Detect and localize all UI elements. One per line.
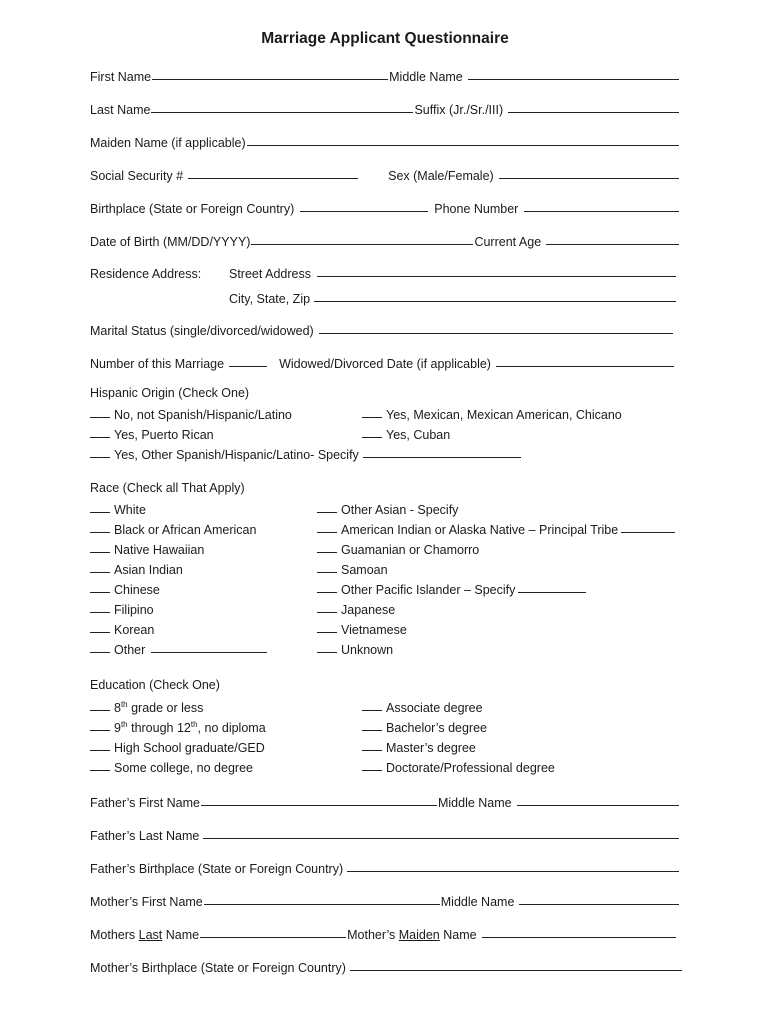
checkbox-blank[interactable] [90, 416, 110, 418]
specify-field[interactable] [363, 456, 521, 458]
checkbox-blank[interactable] [90, 571, 110, 573]
race-option[interactable]: Samoan [317, 559, 388, 577]
first-name-field[interactable] [152, 78, 388, 80]
father-name-row [90, 790, 680, 810]
city-row [229, 286, 680, 306]
street-label: Street Address [229, 267, 311, 281]
checkbox-blank[interactable] [90, 631, 110, 633]
race-option[interactable]: Guamanian or Chamorro [317, 539, 479, 557]
father-birthplace-row [90, 856, 680, 876]
sex-field[interactable] [499, 177, 679, 179]
race-option[interactable]: Korean [90, 619, 154, 637]
checkbox-blank[interactable] [90, 436, 110, 438]
race-option[interactable]: Native Hawaiian [90, 539, 204, 557]
maiden-name-label: Maiden Name (if applicable) [90, 136, 246, 150]
birthplace-field[interactable] [300, 210, 428, 212]
race-option[interactable]: Other Pacific Islander – Specify [317, 579, 590, 597]
father-middle-label: Middle Name [437, 796, 512, 810]
ssn-field[interactable] [188, 177, 358, 179]
father-last-row [90, 823, 680, 843]
father-last-field[interactable] [203, 837, 679, 839]
ssn-label: Social Security # [90, 169, 184, 183]
race-option[interactable]: Other [90, 639, 271, 657]
race-option[interactable]: Asian Indian [90, 559, 183, 577]
current-age-field[interactable] [546, 243, 679, 245]
city-state-zip-label: City, State, Zip [229, 292, 311, 306]
last-suffix-row [90, 97, 680, 117]
maiden-row [90, 130, 680, 150]
middle-name-label: Middle Name [389, 70, 463, 84]
marital-status-field[interactable] [319, 332, 673, 334]
first-name-label: First Name [90, 70, 152, 84]
marriage-number-row [90, 351, 680, 371]
checkbox-blank[interactable] [317, 531, 337, 533]
checkbox-blank[interactable] [317, 551, 337, 553]
last-name-field[interactable] [151, 111, 413, 113]
father-first-field[interactable] [201, 804, 437, 806]
checkbox-blank[interactable] [90, 456, 110, 458]
hispanic-option[interactable]: No, not Spanish/Hispanic/Latino [90, 404, 292, 422]
sex-label: Sex (Male/Female) [388, 169, 494, 183]
father-middle-field[interactable] [517, 804, 679, 806]
father-last-label: Father’s Last Name [90, 829, 200, 843]
education-option[interactable]: Doctorate/Professional degree [362, 757, 555, 775]
education-label: 9th through 12th, no diploma [114, 719, 266, 735]
mother-middle-field[interactable] [519, 903, 679, 905]
checkbox-blank[interactable] [317, 611, 337, 613]
checkbox-blank[interactable] [90, 749, 110, 751]
phone-label: Phone Number [434, 202, 519, 216]
residence-label: Residence Address: [90, 267, 202, 281]
checkbox-blank[interactable] [90, 591, 110, 593]
checkbox-blank[interactable] [362, 749, 382, 751]
dob-age-row [90, 229, 680, 249]
father-first-label: Father’s First Name [90, 796, 200, 810]
education-heading: Education (Check One) [90, 678, 220, 692]
hispanic-option[interactable]: Yes, Puerto Rican [90, 424, 214, 442]
father-birthplace-label: Father’s Birthplace (State or Foreign Country) [90, 862, 344, 876]
birthplace-phone-row [90, 196, 680, 216]
mother-last-row [90, 922, 680, 942]
mother-birthplace-row [90, 955, 680, 975]
checkbox-blank[interactable] [90, 709, 110, 711]
first-middle-row [90, 64, 680, 84]
education-label: 8th grade or less [114, 699, 204, 715]
mother-maiden-field[interactable] [482, 936, 676, 938]
ssn-sex-row [90, 163, 680, 183]
mothers-last-label: Mothers Last Name [90, 928, 200, 942]
checkbox-blank[interactable] [317, 651, 337, 653]
checkbox-blank[interactable] [362, 769, 382, 771]
current-age-label: Current Age [474, 235, 542, 249]
checkbox-blank[interactable] [90, 651, 110, 653]
race-option[interactable]: American Indian or Alaska Native – Principal Tribe [317, 519, 679, 537]
education-option[interactable]: Associate degree [362, 697, 483, 715]
mother-first-field[interactable] [204, 903, 440, 905]
race-option[interactable]: Unknown [317, 639, 393, 657]
race-option[interactable]: Vietnamese [317, 619, 407, 637]
hispanic-heading: Hispanic Origin (Check One) [90, 386, 250, 400]
page-title: Marriage Applicant Questionnaire [261, 30, 509, 47]
father-birthplace-field[interactable] [347, 870, 679, 872]
number-marriage-label: Number of this Marriage [90, 357, 225, 371]
checkbox-blank[interactable] [317, 571, 337, 573]
number-marriage-field[interactable] [229, 365, 267, 367]
checkbox-blank[interactable] [90, 511, 110, 513]
checkbox-blank[interactable] [317, 511, 337, 513]
marital-status-label: Marital Status (single/divorced/widowed) [90, 324, 314, 338]
race-option[interactable]: Other Asian - Specify [317, 499, 458, 517]
checkbox-blank[interactable] [362, 416, 382, 418]
middle-name-field[interactable] [468, 78, 679, 80]
race-option[interactable]: White [90, 499, 146, 517]
checkbox-blank[interactable] [317, 591, 337, 593]
dob-label: Date of Birth (MM/DD/YYYY) [90, 235, 251, 249]
other-race-field[interactable] [151, 651, 267, 653]
last-name-label: Last Name [90, 103, 151, 117]
hispanic-option[interactable]: Yes, Other Spanish/Hispanic/Latino- Specify [90, 444, 525, 462]
education-option[interactable]: Some college, no degree [90, 757, 253, 775]
checkbox-blank[interactable] [362, 729, 382, 731]
mother-first-label: Mother’s First Name [90, 895, 203, 909]
race-option[interactable]: Chinese [90, 579, 160, 597]
mother-name-row [90, 889, 680, 909]
widowed-date-field[interactable] [496, 365, 674, 367]
checkbox-blank[interactable] [90, 551, 110, 553]
race-option[interactable]: Japanese [317, 599, 395, 617]
checkbox-blank[interactable] [317, 631, 337, 633]
education-option[interactable] [90, 697, 203, 715]
phone-field[interactable] [524, 210, 679, 212]
marital-row [90, 318, 680, 338]
street-field[interactable] [317, 275, 676, 277]
city-state-zip-field[interactable] [314, 300, 676, 302]
mother-maiden-label: Mother’s Maiden Name [347, 928, 477, 942]
hispanic-option[interactable]: Yes, Mexican, Mexican American, Chicano [362, 404, 622, 422]
residence-row [90, 261, 680, 281]
checkbox-blank[interactable] [90, 531, 110, 533]
mothers-last-field[interactable] [200, 936, 346, 938]
education-option[interactable]: Bachelor’s degree [362, 717, 487, 735]
maiden-name-field[interactable] [247, 144, 679, 146]
dob-field[interactable] [251, 243, 473, 245]
education-option[interactable] [90, 717, 266, 735]
mother-birthplace-label: Mother’s Birthplace (State or Foreign Country) [90, 961, 346, 975]
race-option[interactable]: Black or African American [90, 519, 256, 537]
checkbox-blank[interactable] [90, 729, 110, 731]
mother-birthplace-field[interactable] [350, 969, 682, 971]
checkbox-blank[interactable] [90, 611, 110, 613]
race-heading: Race (Check all That Apply) [90, 481, 245, 495]
education-option[interactable]: Master’s degree [362, 737, 476, 755]
education-option[interactable]: High School graduate/GED [90, 737, 265, 755]
checkbox-blank[interactable] [362, 436, 382, 438]
suffix-label: Suffix (Jr./Sr./III) [414, 103, 504, 117]
tribe-field[interactable] [621, 531, 675, 533]
checkbox-blank[interactable] [362, 709, 382, 711]
suffix-field[interactable] [508, 111, 679, 113]
race-option[interactable]: Filipino [90, 599, 154, 617]
checkbox-blank[interactable] [90, 769, 110, 771]
birthplace-label: Birthplace (State or Foreign Country) [90, 202, 295, 216]
mother-middle-label: Middle Name [440, 895, 515, 909]
hispanic-option[interactable]: Yes, Cuban [362, 424, 450, 442]
widowed-date-label: Widowed/Divorced Date (if applicable) [279, 357, 491, 371]
pacific-specify-field[interactable] [518, 591, 586, 593]
